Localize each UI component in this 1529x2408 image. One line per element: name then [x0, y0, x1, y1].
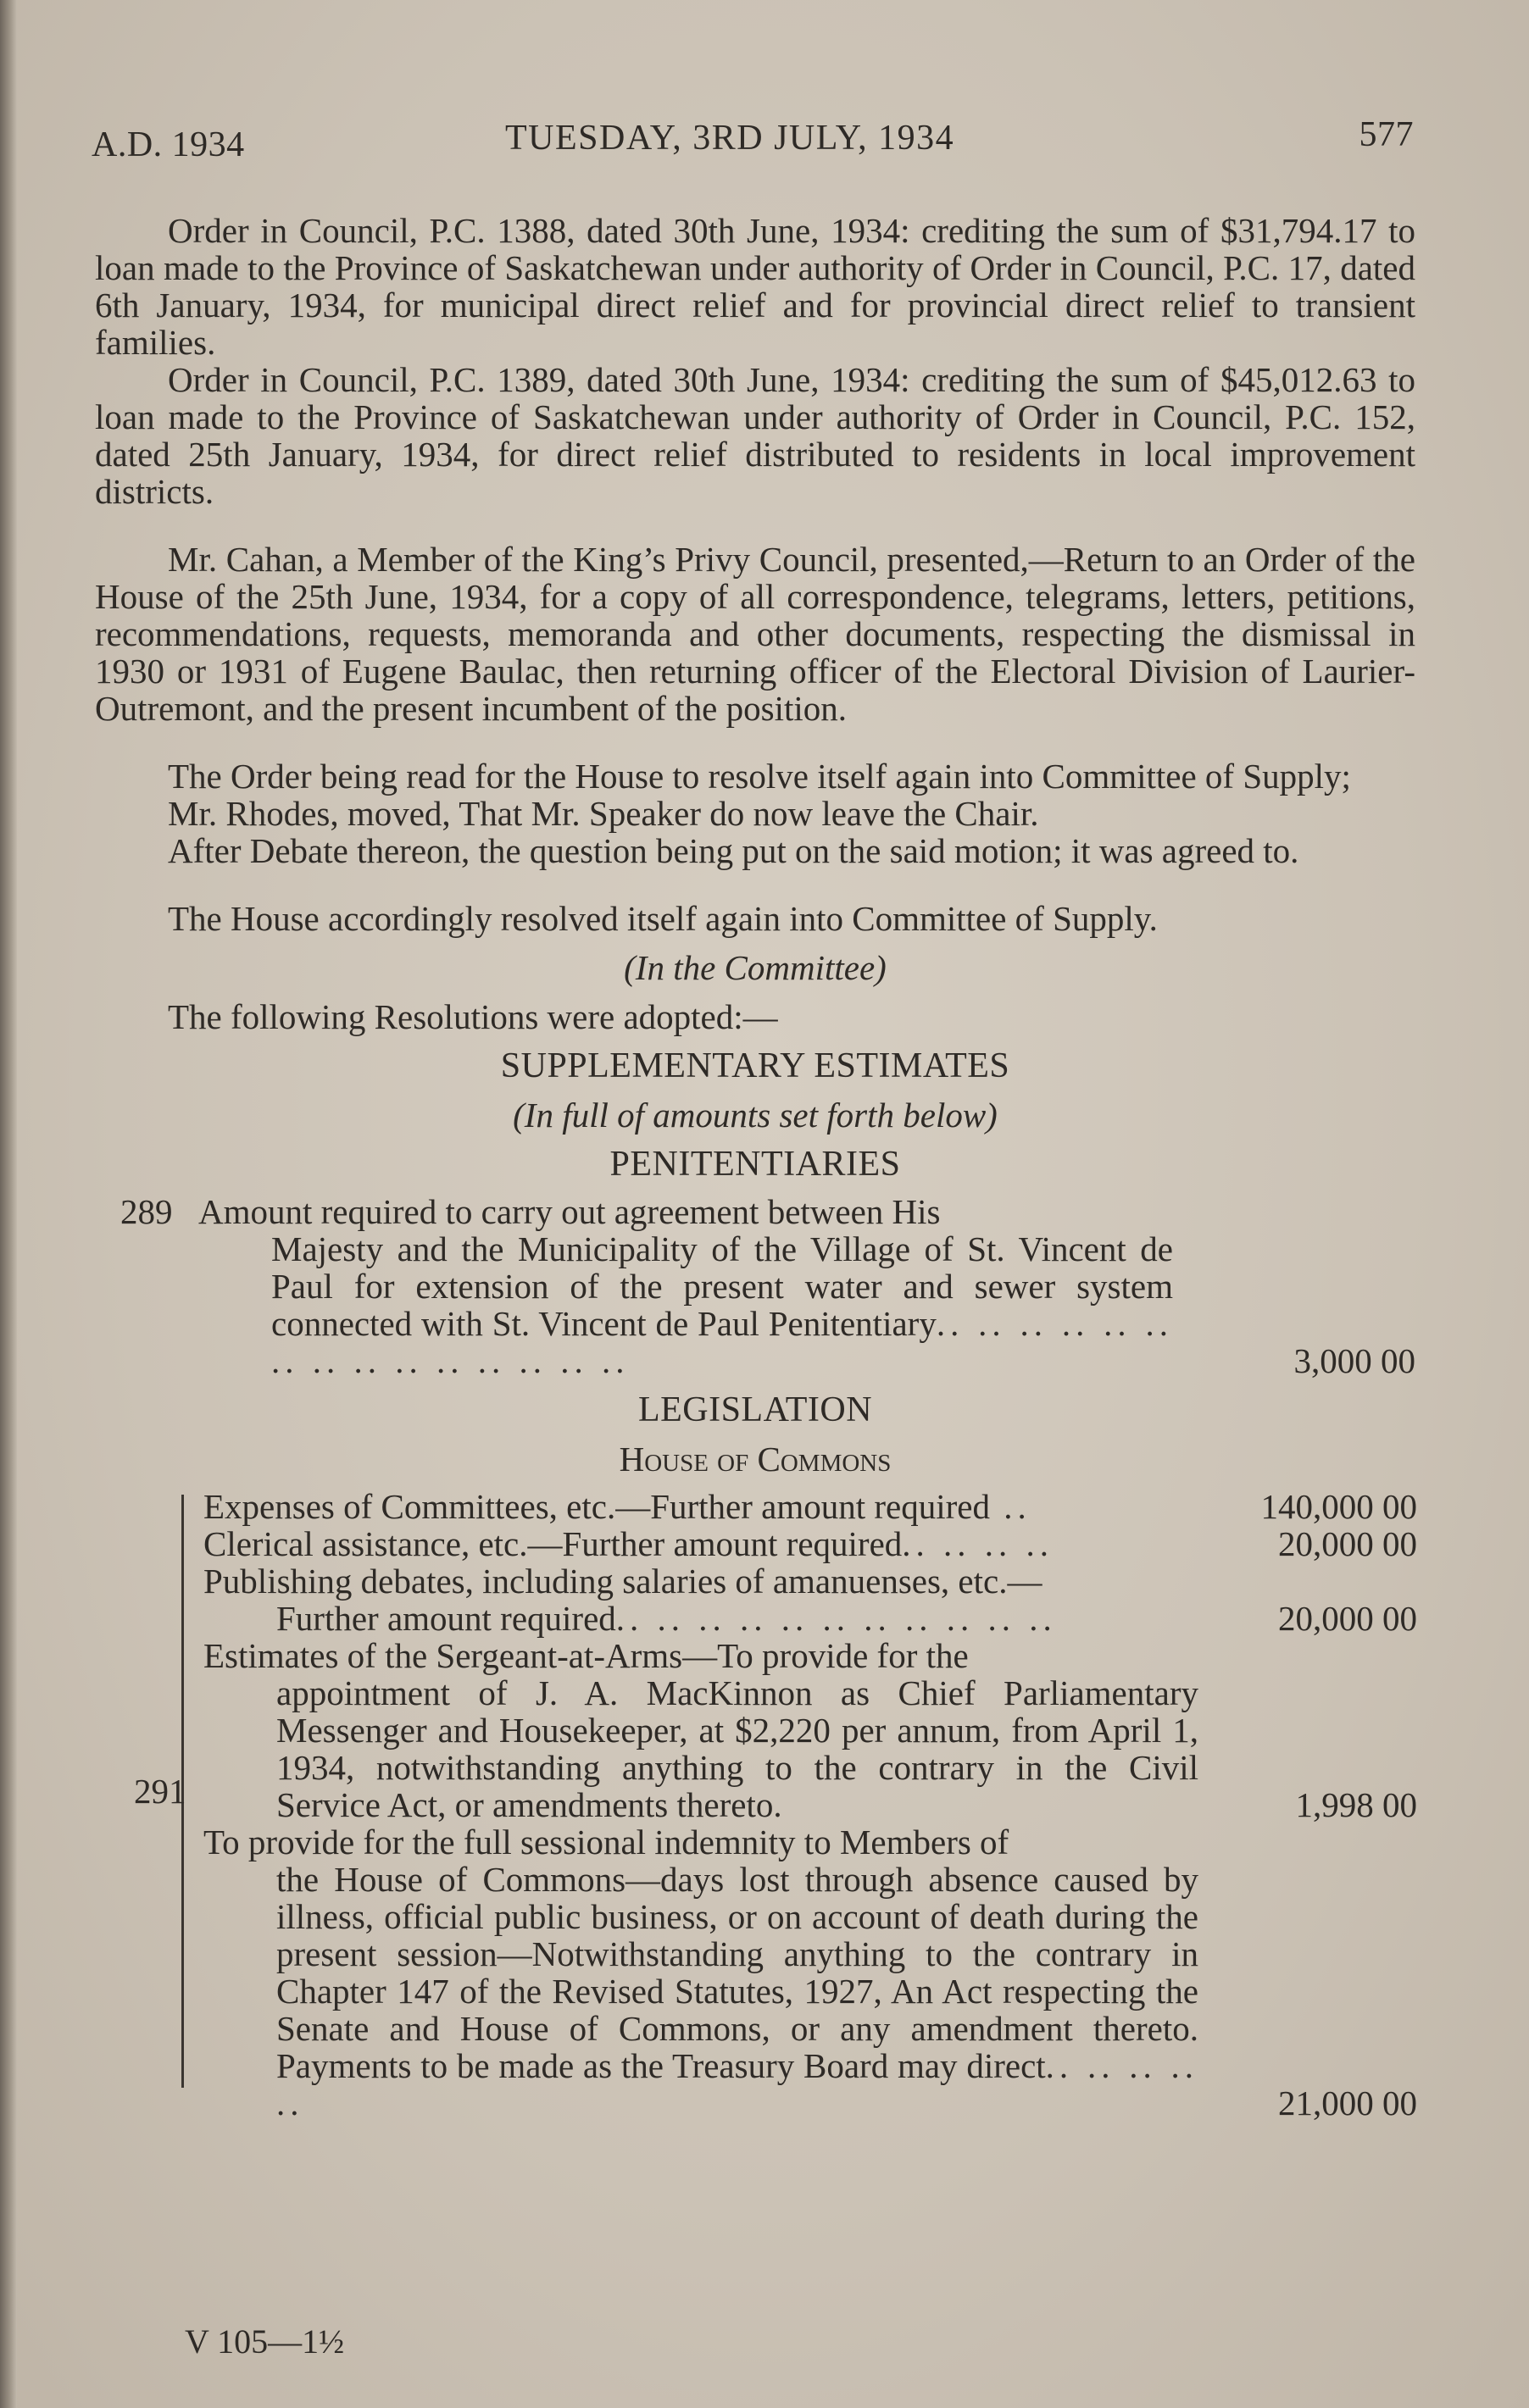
- estimate-entry: To provide for the full sessional indemnity to Members of the House of Commons—days lost through absence caused by illness, official public business, or on account of death during the present session—Notwithstanding anything to the contrary in Chapter 147 of the Revised Statutes, 1927, An Act respecting the Senate and House of Commons, or any amendment thereto. Payments to be made as the Treasury Board may direct.. .. .. .. .. 21,000 00: [203, 1823, 1417, 2122]
- legislation-heading: LEGISLATION: [637, 1390, 873, 1429]
- entry-amount: 1,998 00: [1295, 1785, 1417, 1824]
- paragraph-order-1388: Order in Council, P.C. 1388, dated 30th June, 1934: crediting the sum of $31,794.17 to loan made to the Province of Saskatchewan under authority of Order in Council, P.C. 17, dated 6th January, 1934, for municipal direct relief and for provincial direct relief to transient families.: [95, 211, 1415, 362]
- estimate-entry: Estimates of the Sergeant-at-Arms—To provide for the appointment of J. A. MacKinnon as Chief Parliamentary Messenger and Housekeeper, at $2,220 per annum, from April 1, 1934, notwithstanding anything to the contrary in the Civil Service Act, or amendments thereto. 1,998 00: [203, 1636, 1417, 1824]
- item-first-line: Amount required to carry out agreement between His: [198, 1192, 941, 1231]
- paragraph-cahan-return: Mr. Cahan, a Member of the King’s Privy Council, presented,—Return to an Order of the House of the 25th June, 1934, for a copy of all correspondence, telegrams, letters, petitions, recommendations, requests, memoranda and other documents, respecting the dismissal in 1930 or 1931 of Eugene Baulac, then returning officer of the Electoral Division of Laurier-Outremont, and the present incumbent of the position.: [95, 540, 1415, 728]
- penitentiaries-heading: PENITENTIARIES: [609, 1145, 901, 1184]
- paragraph-debate: After Debate thereon, the question being put on the said motion; it was agreed to.: [168, 831, 1299, 870]
- estimate-entry: Clerical assistance, etc.—Further amount required.. .. .. .. 20,000 00: [203, 1524, 1417, 1563]
- paragraph-order-read: The Order being read for the House to resolve itself again into Committee of Supply;: [168, 757, 1351, 796]
- estimate-group-291: [95, 1488, 1415, 2122]
- page-number: 577: [1359, 115, 1414, 154]
- paragraph-committee-of-supply: The House accordingly resolved itself again into Committee of Supply.: [168, 899, 1158, 938]
- page-binding-edge: [0, 0, 17, 2408]
- entry-amount: 20,000 00: [1278, 1524, 1417, 1563]
- estimate-entry: Expenses of Committees, etc.—Further amount required .. 140,000 00: [203, 1487, 1417, 1526]
- estimate-item-289: [95, 1193, 1415, 1379]
- item-number: 289: [120, 1192, 173, 1231]
- item-amount: 3,000 00: [1293, 1341, 1415, 1380]
- entry-amount: 140,000 00: [1260, 1487, 1417, 1526]
- paragraph-order-1389: Order in Council, P.C. 1389, dated 30th June, 1934: crediting the sum of $45,012.63 to loan made to the Province of Saskatchewan under authority of Order in Council, P.C. 152, dated 25th January, 1934, for direct relief distributed to residents in local improvement districts.: [95, 360, 1415, 511]
- dot-leader: .. .. .. .. .. .. .. .. .. .. .. .. .. .. ..: [271, 1304, 1174, 1380]
- estimates-subtitle: (In full of amounts set forth below): [513, 1096, 998, 1135]
- journal-body: [95, 212, 1415, 2122]
- group-number: 291: [134, 1772, 186, 1811]
- entry-amount: 20,000 00: [1278, 1599, 1417, 1638]
- estimate-entry: Publishing debates, including salaries of amanuenses, etc.— Further amount required.. .. .. .. .. .. .. .. .. .. .. 20,000 00: [203, 1562, 1417, 1638]
- house-of-commons-subheading: House of Commons: [619, 1440, 892, 1479]
- item-text: Majesty and the Municipality of the Village of St. Vincent de Paul for extension of the present water and sewer system connected with St. Vincent de Paul Penitentiary: [271, 1229, 1173, 1343]
- committee-note: (In the Committee): [624, 948, 887, 987]
- header-year: A.D. 1934: [92, 125, 245, 164]
- entry-amount: 21,000 00: [1278, 2083, 1417, 2122]
- estimates-title: SUPPLEMENTARY ESTIMATES: [500, 1046, 1010, 1085]
- paragraph-resolutions: The following Resolutions were adopted:—: [168, 997, 778, 1036]
- page-footer-signature: V 105—1½: [185, 2322, 345, 2361]
- page-header: [92, 114, 1414, 165]
- paragraph-rhodes-motion: Mr. Rhodes, moved, That Mr. Speaker do now leave the Chair.: [168, 794, 1039, 833]
- header-date: TUESDAY, 3RD JULY, 1934: [505, 119, 955, 158]
